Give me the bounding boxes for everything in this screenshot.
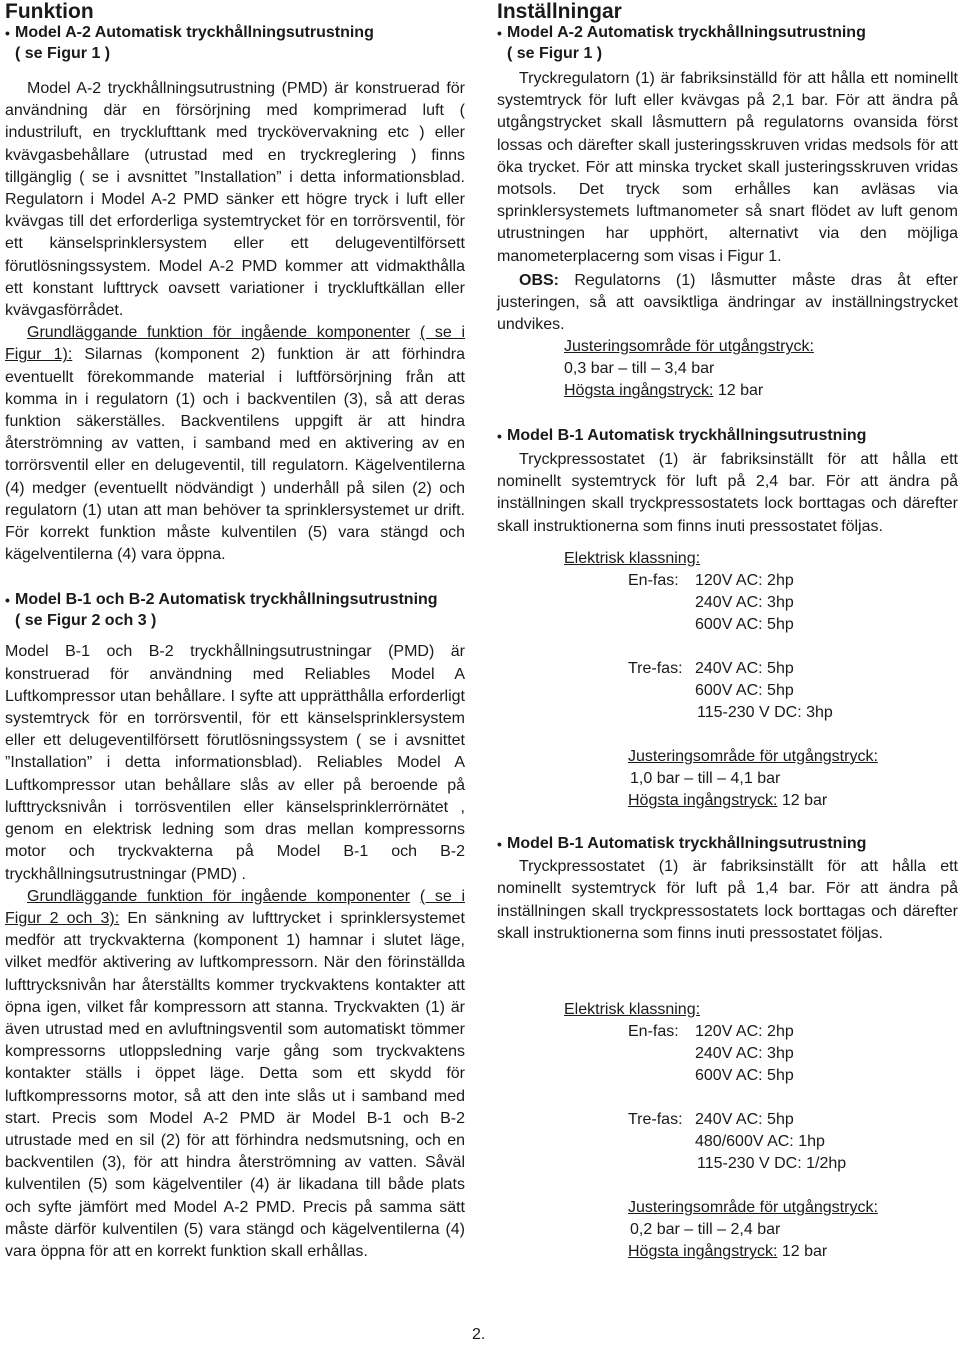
bullet-icon: • <box>5 592 10 609</box>
r-b1b-enfas-row <box>628 1021 958 1043</box>
r-b1a-enfas-label: En-fas: <box>628 571 679 589</box>
r-a2-obs <box>497 270 958 337</box>
r-b1b-paragraph: Tryckpressostatet (1) är fabriksinställt för att hålla ett nominellt systemtryck för luft på 1,4 bar. För att ändra på inställningen skall tryckpressostatets lock borttagas och därefter skall instruktionerna som finns inuti pressostatet följas. <box>497 858 958 942</box>
r-b1a-max-row <box>628 790 958 812</box>
r-b1b-elec-label: Elektrisk klassning: <box>564 1001 701 1019</box>
r-a2-paragraph: Tryckregulatorn (1) är fabriksinställd för att hålla ett nominellt systemtryck för luft eller kvävgas på 2,1 bar. För att ändra på utgångstrycket skall låsmuttern på regulatorns ovansida först lossas och därefter skall justeringsskruven vridas medsols för att öka trycket. För att minska trycket skall justeringsskruven vridas motsols. Det tryck som erhålles kan avläsas via sprinklersystemets luftmanometer så snart flödet av luft genom utrustningen har upphört, alternativt via den möjliga manometerplacerng som visas i Figur 1. <box>497 70 958 265</box>
b1b2-function-ref: ( se i Figur 2 och 3): <box>5 887 466 927</box>
bullet-icon: • <box>497 835 502 852</box>
r-b1b-max-value: 12 bar <box>777 1243 828 1261</box>
b1b2-function-paragraph <box>5 886 465 1263</box>
obs-text: Regulatorns (1) låsmutter måste dras åt efter justeringen, så att oavsiktliga ändringar av inställningstrycket undvikes. <box>497 271 958 334</box>
r-b1b-enfas-0: 120V AC: 2hp <box>695 1023 794 1041</box>
r-b1b-range-value: 0,2 bar – till – 2,4 bar <box>630 1221 781 1239</box>
r-b1b-enfas-label: En-fas: <box>628 1023 679 1041</box>
r-b1a-range-value: 1,0 bar – till – 4,1 bar <box>630 769 781 787</box>
r-b1b-trefas-0: 240V AC: 5hp <box>695 1111 794 1129</box>
r-a2-heading-line1: Model A-2 Automatisk tryckhållningsutrustning <box>507 24 866 41</box>
b1b2-heading-line2: ( se Figur 2 och 3 ) <box>15 611 157 629</box>
r-b1b-enfas-2: 600V AC: 5hp <box>695 1067 794 1085</box>
r-b1a-paragraph: Tryckpressostatet (1) är fabriksinställt för att hålla ett nominellt systemtryck för luft på 2,4 bar. För att ändra på inställningen skall tryckpressostatets lock borttagas och därefter skall instruktionerna som finns inuti pressostatet följas. <box>497 450 958 535</box>
b1b2-function-heading: Grundläggande funktion för ingående komponenter <box>27 887 411 905</box>
r-b1b-max-row <box>628 1241 958 1263</box>
r-b1a-heading <box>497 426 958 447</box>
r-b1a-trefas-row <box>628 658 958 680</box>
a2-function-ref: ( se i Figur 1): <box>5 324 466 364</box>
bullet-icon: • <box>497 25 502 41</box>
r-b1b-trefas-label: Tre-fas: <box>628 1111 683 1129</box>
r-b1b-max-label: Högsta ingångstryck: <box>628 1243 778 1261</box>
r-b1b-range-label: Justeringsområde för utgångstryck: <box>628 1199 878 1217</box>
r-a2-max-row <box>564 380 958 402</box>
page-number: 2. <box>472 1326 486 1343</box>
a2-heading-line2: ( se Figur 1 ) <box>15 44 111 62</box>
r-a2-heading-line2: ( se Figur 1 ) <box>507 44 603 62</box>
r-a2-max-label: Högsta ingångstryck: <box>564 382 714 400</box>
r-b1b-trefas-row <box>628 1109 958 1131</box>
obs-label: OBS: <box>519 271 559 289</box>
bullet-icon: • <box>497 428 502 445</box>
b1b2-heading-line1: Model B-1 och B-2 Automatisk tryckhållningsutrustning <box>15 591 438 609</box>
r-a2-spec <box>564 336 958 402</box>
r-b1a-enfas-2: 600V AC: 5hp <box>695 615 794 633</box>
r-a2-max-value: 12 bar <box>713 382 764 400</box>
r-b1a-max-label: Högsta ingångstryck: <box>628 791 778 809</box>
a2-paragraph: Model A-2 tryckhållningsutrustning (PMD) är konstruerad för användning där en försörjning med komprimerad luft ( industriluft, en trycklufttank med tryckövervakning etc ) eller kvävgasbehållare (utrustad med en tryckreglering ) finns tillgänglig ( se i avsnittet ”Installation” i detta informationsblad. Regulatorn i Model A-2 PMD sänker ett högre tryck i luft eller kvävgas till det erforderliga systemtrycket för en torrörsventil, för ett känselsprinklersystem eller ett delugeventilförsett förutlösningssystem. Model A-2 PMD kommer att vidmakthålla ett konstant lufttryck oavsett variationer i tryckluftkällan eller kvävgasförrådet. <box>5 80 465 320</box>
r-a2-heading <box>497 23 958 64</box>
r-b1a-trefas-label: Tre-fas: <box>628 659 683 677</box>
r-b1b-heading <box>497 834 958 855</box>
r-b1a-trefas-1: 600V AC: 5hp <box>695 681 794 699</box>
r-b1a-enfas-row <box>628 570 958 592</box>
r-b1a-enfas-1: 240V AC: 3hp <box>695 593 794 611</box>
bullet-icon: • <box>5 25 10 41</box>
r-b1a-spec <box>497 548 958 812</box>
a2-function-paragraph <box>5 322 465 566</box>
r-b1a-enfas-0: 120V AC: 2hp <box>695 571 794 589</box>
a2-function-text: Silarnas (komponent 2) funktion är att förhindra eventuellt förekommande material i luftförsörjning från att komma in i regulatorn (1) och i backventilen (3), så att deras funktion säkerställes. Backventilens uppgift är att hindra återströmning av vatten, i samband med en aktivering av en torrörsventil eller en delugeventil, till regulatorn. Kägelventilerna (4) medger (eventuellt nödvändigt ) underhåll på silen (2) och regulatorn (1) utan att man behöver ta sprinklersystemet ur drift. För korrekt funktion måste kulventilen (5) vara stängd och kägelventilerna (4) vara öppna. <box>5 346 466 564</box>
a2-heading-line1: Model A-2 Automatisk tryckhållningsutrustning <box>15 24 374 41</box>
r-b1a-heading-line: Model B-1 Automatisk tryckhållningsutrustning <box>507 427 867 445</box>
r-b1a-trefas-0: 240V AC: 5hp <box>695 659 794 677</box>
r-b1a-range-label: Justeringsområde för utgångstryck: <box>628 747 878 765</box>
b1b2-heading <box>5 590 465 631</box>
r-b1b-trefas-1: 480/600V AC: 1hp <box>695 1133 825 1151</box>
b1b2-paragraph: Model B-1 och B-2 tryckhållningsutrustningar (PMD) är konstruerad för användning med Reliables Model A Luftkompressor utan behållare. I syfte att upprätthålla erforderligt systemtryck för en torrörsventil, för ett känselsprinklersystem eller ett delugeventilförsett förutlösningssystem ( se i avsnittet ”Installation” i detta informationsblad). Reliables Model A Luftkompressor utan behållare slås av eller på beroende på lufttrycksnivån i torrösventilen eller känselsprinklerrörnätet , genom en elektrisk ledning som dras mellan kompressorns motor och tryckvakterna på Model B-1 och B-2 tryckhållningsutrustningar (PMD) . <box>5 643 465 883</box>
r-b1b-spec <box>497 999 958 1263</box>
section-title-installningar: Inställningar <box>497 0 622 23</box>
b1b2-function-text: En sänkning av lufttrycket i sprinklersystemet medför att tryckvakterna (komponent 1) hamnar i slutet läge, vilket medför aktivering av luftkompressorn. När den förinställda lufttrycksnivån har återställts kommer tryckvaktens kontakter att öpna igen, vilket får kompressorn att stanna. Tryckvakten (1) är även utrustad med en avluftningsventil som automatiskt tömmer kompressorns utloppsledning varje gång som tryckvaktens kontakter ställs i öppet läge. Detta som ett skydd för luftkompressorns motor, så att den inte slås ut i samband med start. Precis som Model A-2 PMD är Model B-1 och B-2 utrustade med en sil (2) för att förhindra nedsmutsning, och en backventilen (3), för att hindra återströmning av vatten. Såväl kulventilen (5) som kägelventiler (4) är likadana till både plats och syfte jämfört med Model A-2 PMD. Precis på samma sätt måste därför kulventilen (5) vara stängd och kägelventilerna (4) vara öppna för att en korrekt funktion skall erhållas. <box>5 909 466 1260</box>
r-b1a-elec-label: Elektrisk klassning: <box>564 549 701 567</box>
a2-heading <box>5 23 465 64</box>
section-title-funktion: Funktion <box>5 0 94 23</box>
r-b1b-enfas-1: 240V AC: 3hp <box>695 1045 794 1063</box>
r-b1a-trefas-2: 115-230 V DC: 3hp <box>697 703 833 721</box>
right-column <box>497 0 958 1263</box>
r-b1b-heading-line: Model B-1 Automatisk tryckhållningsutrustning <box>507 834 867 852</box>
r-a2-range-value: 0,3 bar – till – 3,4 bar <box>564 360 715 378</box>
a2-function-heading: Grundläggande funktion för ingående komponenter <box>27 324 411 342</box>
left-column <box>5 0 465 1263</box>
r-b1a-max-value: 12 bar <box>777 791 828 809</box>
r-a2-range-label: Justeringsområde för utgångstryck: <box>564 338 814 356</box>
r-b1b-trefas-2: 115-230 V DC: 1/2hp <box>697 1155 847 1173</box>
